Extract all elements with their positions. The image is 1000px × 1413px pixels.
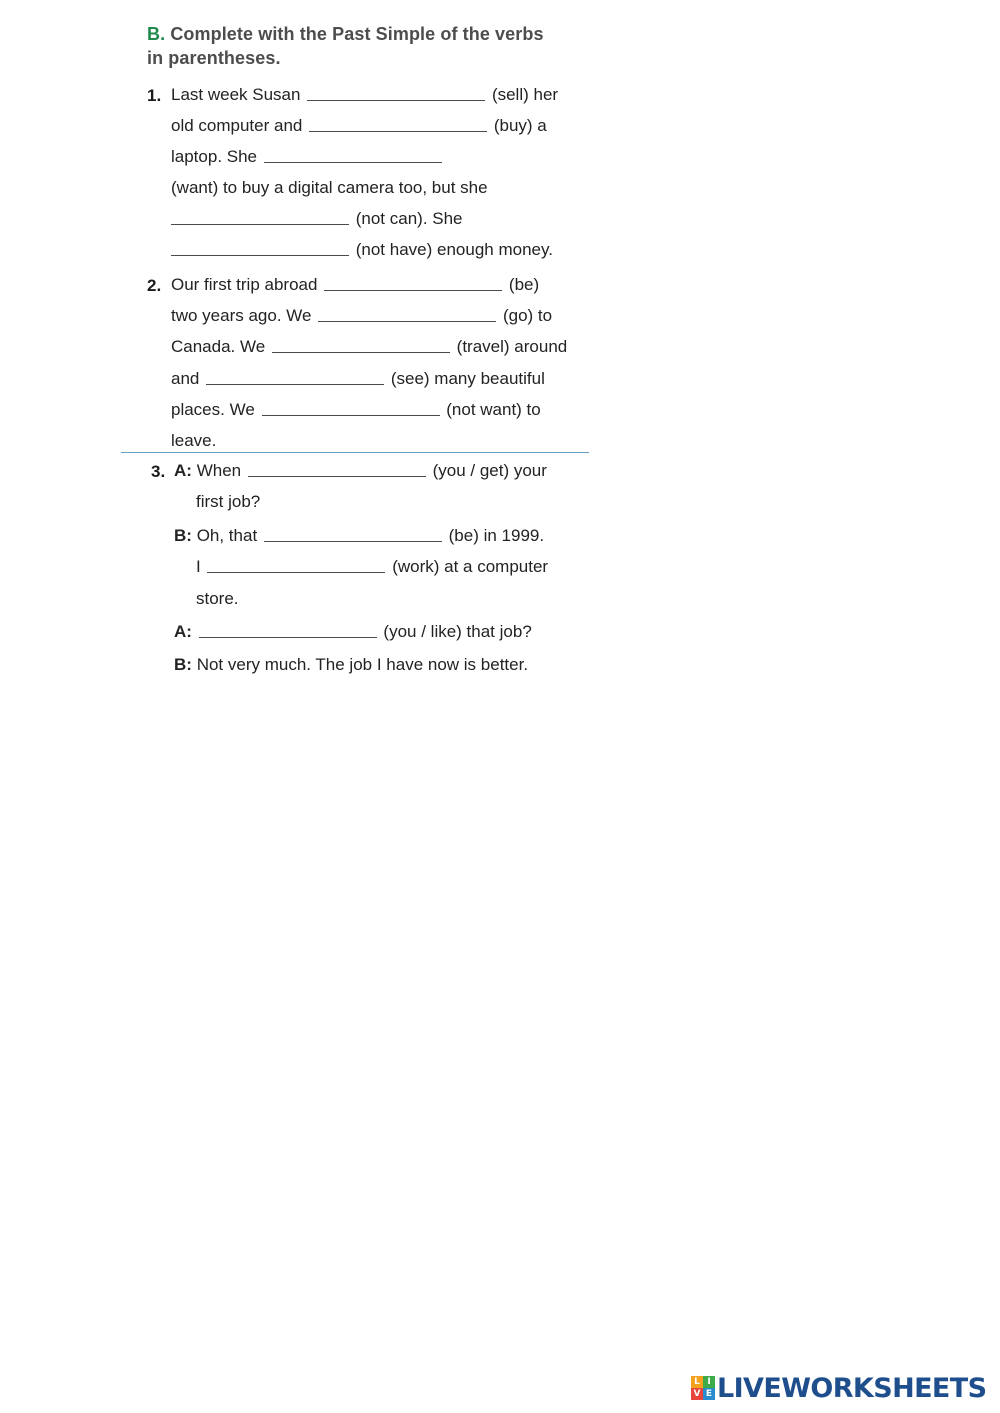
item1-line2 bbox=[171, 116, 547, 136]
verb-hint: (not can). She bbox=[355, 209, 463, 228]
verb-hint: (work) at a computer bbox=[392, 557, 549, 576]
item3-b2 bbox=[174, 655, 528, 675]
answer-blank[interactable] bbox=[307, 86, 485, 101]
item3-b1 bbox=[174, 526, 544, 546]
speaker-label: B: bbox=[174, 526, 192, 545]
answer-blank[interactable] bbox=[264, 527, 442, 542]
instruction-text: Complete with the Past Simple of the verbs bbox=[170, 24, 544, 44]
item2-line1 bbox=[171, 275, 539, 295]
item1-line6 bbox=[171, 240, 553, 260]
text: Last week Susan bbox=[171, 85, 301, 104]
verb-hint: (be) in 1999. bbox=[448, 526, 545, 545]
answer-blank[interactable] bbox=[207, 558, 385, 573]
item1-line4: (want) to buy a digital camera too, but she bbox=[171, 178, 488, 197]
liveworksheets-mark-icon bbox=[691, 1376, 715, 1400]
answer-blank[interactable] bbox=[264, 148, 442, 163]
logo-mark-letter: L bbox=[691, 1376, 703, 1388]
item-number-1: 1. bbox=[147, 86, 162, 105]
item3-b1-cont2: store. bbox=[196, 589, 239, 608]
verb-hint: (sell) her bbox=[491, 85, 559, 104]
answer-blank[interactable] bbox=[272, 338, 450, 353]
item2-line5 bbox=[171, 400, 541, 420]
item3-a2 bbox=[174, 622, 532, 642]
item2-line4 bbox=[171, 369, 545, 389]
text: laptop. She bbox=[171, 147, 258, 166]
item2-line2 bbox=[171, 306, 552, 326]
answer-blank[interactable] bbox=[324, 276, 502, 291]
text: old computer and bbox=[171, 116, 303, 135]
answer-blank[interactable] bbox=[309, 117, 487, 132]
text: Oh, that bbox=[196, 526, 258, 545]
verb-hint: (see) many beautiful bbox=[390, 369, 545, 388]
item3-a1 bbox=[174, 461, 547, 481]
answer-blank[interactable] bbox=[262, 401, 440, 416]
speaker-label: A: bbox=[174, 461, 192, 480]
item3-b1-cont bbox=[196, 557, 548, 577]
text: places. We bbox=[171, 400, 255, 419]
item-number-2: 2. bbox=[147, 276, 162, 295]
text: When bbox=[196, 461, 242, 480]
answer-blank[interactable] bbox=[199, 623, 377, 638]
item1-line3 bbox=[171, 147, 444, 167]
text: Our first trip abroad bbox=[171, 275, 318, 294]
verb-hint: (you / get) your bbox=[432, 461, 547, 480]
text: Not very much. The job I have now is better. bbox=[196, 655, 529, 674]
verb-hint: (buy) a bbox=[493, 116, 547, 135]
text: I bbox=[196, 557, 201, 576]
liveworksheets-logo bbox=[691, 1373, 986, 1403]
item1-line5 bbox=[171, 209, 463, 229]
verb-hint: (not want) to bbox=[446, 400, 541, 419]
item1-line1 bbox=[171, 85, 558, 105]
verb-hint: (be) bbox=[508, 275, 540, 294]
item2-line3 bbox=[171, 337, 567, 357]
answer-blank[interactable] bbox=[171, 241, 349, 256]
item-number-3: 3. bbox=[151, 462, 166, 481]
verb-hint: (travel) around bbox=[456, 337, 568, 356]
logo-text: LIVEWORKSHEETS bbox=[717, 1372, 987, 1404]
text: and bbox=[171, 369, 200, 388]
answer-blank[interactable] bbox=[171, 210, 349, 225]
item3-a1-cont: first job? bbox=[196, 492, 261, 511]
answer-blank[interactable] bbox=[206, 370, 384, 385]
text: two years ago. We bbox=[171, 306, 312, 325]
logo-mark-letter: V bbox=[691, 1388, 703, 1400]
logo-mark-letter: I bbox=[703, 1376, 715, 1388]
speaker-label: A: bbox=[174, 622, 192, 641]
exercise-letter: B. bbox=[147, 24, 166, 44]
verb-hint: (go) to bbox=[502, 306, 553, 325]
verb-hint: (not have) enough money. bbox=[355, 240, 553, 259]
answer-blank[interactable] bbox=[318, 307, 496, 322]
verb-hint: (you / like) that job? bbox=[383, 622, 532, 641]
answer-blank[interactable] bbox=[248, 462, 426, 477]
exercise-instruction-line1 bbox=[147, 24, 544, 45]
logo-mark-letter: E bbox=[703, 1388, 715, 1400]
speaker-label: B: bbox=[174, 655, 192, 674]
text: Canada. We bbox=[171, 337, 266, 356]
section-divider bbox=[121, 452, 589, 453]
exercise-instruction-line2: in parentheses. bbox=[147, 48, 281, 68]
item2-line6: leave. bbox=[171, 431, 217, 450]
